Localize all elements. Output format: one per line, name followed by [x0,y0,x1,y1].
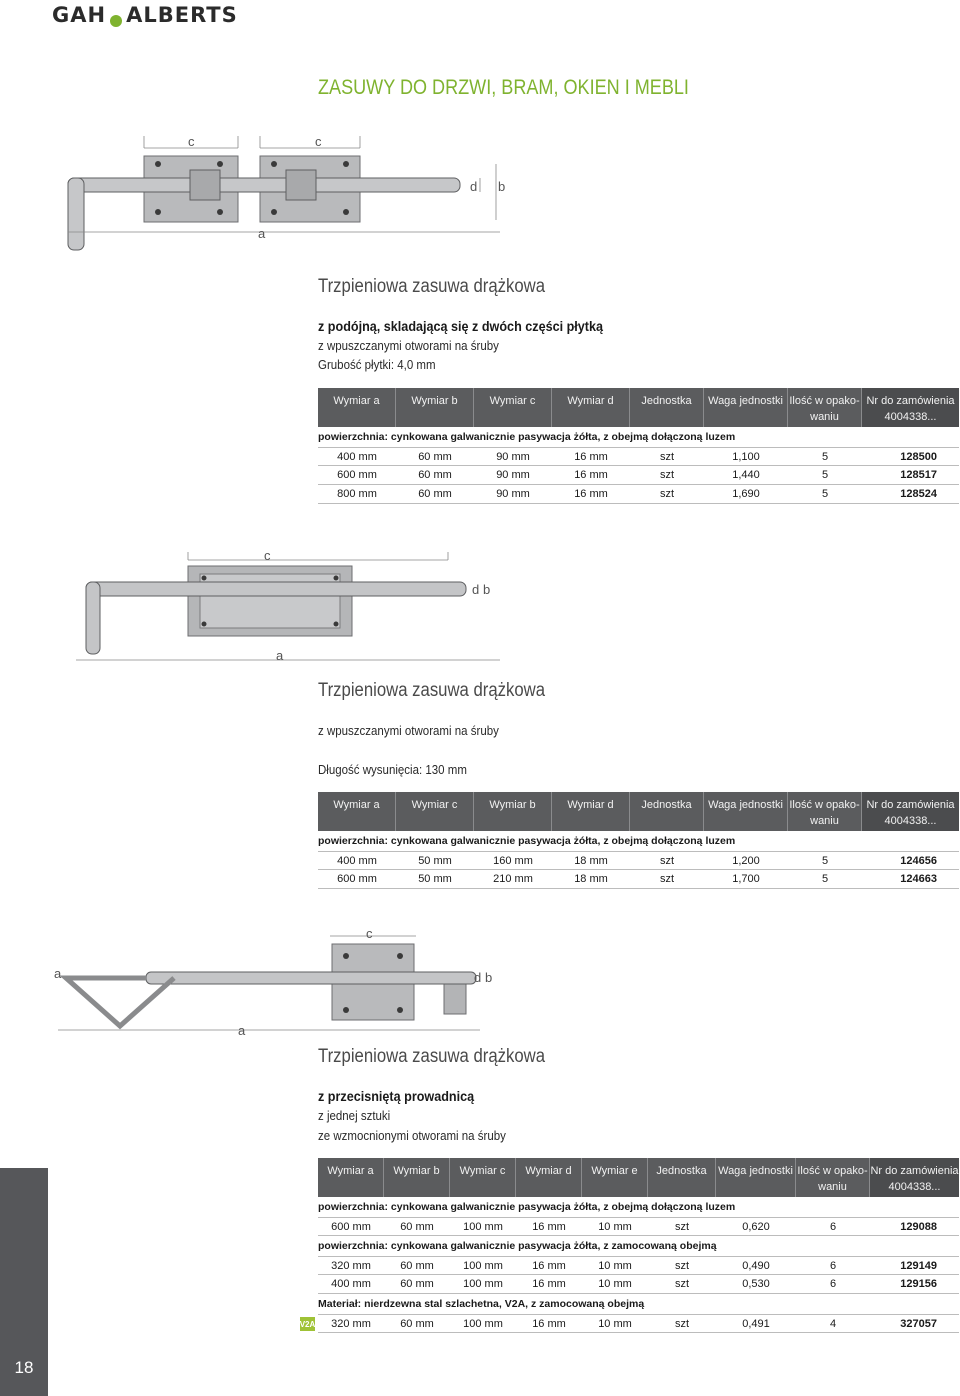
table-cell: 16 mm [574,450,608,463]
table-row [318,447,959,466]
table-cell: 400 mm [337,450,377,463]
column-header: Wymiar d [516,1158,582,1197]
product-photo-3 [50,926,502,1038]
table-cell: 327057 [900,1317,937,1330]
table-cell: szt [659,854,675,867]
table-cell: 60 mm [400,1278,434,1290]
page-title: ZASUWY DO DRZWI, BRAM, OKIEN I MEBLI [318,76,689,99]
table-cell: szt [674,1259,690,1272]
table-cell: 16 mm [574,488,608,500]
table-cell: 16 mm [574,469,608,481]
table-cell: 5 [821,488,829,500]
dim-label-b2: b [483,582,491,597]
table-cell: 0,620 [742,1220,770,1233]
page-number: 18 [14,1358,34,1377]
product-subtitle-3: z przecisniętą prowadnicą [318,1088,475,1104]
brand-logo [52,2,238,28]
table-cell: 0,530 [742,1278,770,1290]
table-cell: 124663 [900,873,937,885]
table-cell: 18 mm [574,854,608,867]
table-cell: szt [659,469,675,481]
table-cell: 16 mm [532,1220,566,1233]
surface-note: powierzchnia: cynkowana galwanicznie pasywacja żółta, z obejmą dołączoną luzem [318,431,736,443]
product-title-1: Trzpieniowa zasuwa drążkowa [318,276,546,297]
column-header: Ilość w opako- waniu [796,1158,870,1197]
column-header: Wymiar d [552,792,630,831]
table-cell: szt [659,873,675,885]
column-header: Wymiar c [474,388,552,427]
table-cell: szt [674,1317,690,1330]
column-header: Jednostka [630,388,704,427]
dim-label-a1: a [258,226,266,241]
table-cell: 100 mm [463,1220,503,1233]
dim-label-d1: d [470,179,478,194]
table-row [318,466,959,485]
logo-text-right: ALBERTS [126,3,238,27]
table-row [318,1217,959,1236]
table-cell: 600 mm [331,1220,371,1233]
column-header: Wymiar a [318,1158,384,1197]
table-cell: 160 mm [493,854,533,867]
table-cell: 5 [821,873,829,885]
table-cell: 90 mm [496,469,530,481]
table-cell: 100 mm [463,1317,503,1330]
column-header: Wymiar d [552,388,630,427]
table-cell: szt [674,1220,690,1233]
table-cell: 4 [829,1317,837,1330]
table-cell: 5 [821,469,829,481]
column-header: Jednostka [648,1158,716,1197]
table-cell: 100 mm [463,1278,503,1290]
dim-label-b3: b [485,970,493,985]
column-header: Waga jednostki [704,388,788,427]
product-photo-2 [76,548,500,664]
surface-note: Materiał: nierdzewna stal szlachetna, V2A, z zamocowaną obejmą [318,1298,645,1310]
table-cell: 128524 [900,488,937,500]
product-title-2: Trzpieniowa zasuwa drążkowa [318,680,546,701]
table-cell: 600 mm [337,873,377,885]
table-row [318,870,959,889]
dim-label-b1: b [498,179,506,194]
table-cell: 16 mm [532,1278,566,1290]
table-cell: 210 mm [493,873,533,885]
table-cell: 6 [829,1220,837,1233]
dim-label-a3: a [238,1023,246,1038]
column-header: Wymiar a [318,792,396,831]
table-cell: 320 mm [331,1317,371,1330]
table-cell: 400 mm [337,854,377,867]
side-tab [0,1168,48,1396]
product-1-line-2: Grubość płytki: 4,0 mm [318,358,436,372]
column-header: Wymiar b [396,388,474,427]
dim-label-a3-left: a [54,966,62,981]
table-cell: 128517 [900,469,937,481]
v2a-badge: V2A [300,1317,315,1331]
table-cell: 50 mm [418,873,452,885]
table-row [318,1314,959,1333]
table-cell: 1,700 [732,873,760,885]
table-cell: 129156 [900,1278,937,1290]
column-header: Ilość w opako- waniu [788,388,862,427]
table-cell: szt [674,1278,690,1290]
table-row [318,851,959,870]
dim-label-a2: a [276,648,284,663]
product-3-line-1: z jednej sztuki [318,1109,391,1123]
table-cell: 800 mm [337,488,377,500]
table-cell: 1,690 [732,488,760,500]
product-table-2 [318,792,959,889]
table-cell: 60 mm [400,1259,434,1272]
table-cell: 1,100 [732,450,760,463]
table-cell: 129149 [900,1259,937,1272]
table-row [318,1256,959,1275]
column-header: Waga jednostki [704,792,788,831]
dim-label-c3: c [264,548,271,563]
table-cell: 10 mm [598,1317,632,1330]
column-header: Nr do zamówienia 4004338... [870,1158,959,1197]
table-header-row [318,1158,959,1197]
table-cell: 6 [829,1259,837,1272]
table-cell: 16 mm [532,1317,566,1330]
dim-label-d3: d [474,970,482,985]
table-row [318,1275,959,1294]
logo-dot [110,15,122,27]
dim-label-c1: c [188,134,195,149]
surface-note: powierzchnia: cynkowana galwanicznie pasywacja żółta, z obejmą dołączoną luzem [318,835,736,847]
column-header: Wymiar e [582,1158,648,1197]
table-cell: 400 mm [331,1278,371,1290]
product-title-3: Trzpieniowa zasuwa drążkowa [318,1046,546,1067]
table-cell: 60 mm [418,488,452,500]
table-cell: 0,490 [742,1259,770,1272]
table-cell: 10 mm [598,1220,632,1233]
table-cell: 90 mm [496,450,530,463]
table-cell: 5 [821,450,829,463]
product-3-line-2: ze wzmocnionymi otworami na śruby [318,1129,506,1143]
table-cell: 0,491 [742,1317,770,1330]
table-cell: 90 mm [496,488,530,500]
dim-label-c4: c [366,926,373,941]
product-2-line-1: z wpuszczanymi otworami na śruby [318,724,499,738]
table-cell: 16 mm [532,1259,566,1272]
product-1-line-1: z wpuszczanymi otworami na śruby [318,339,499,353]
column-header: Waga jednostki [716,1158,796,1197]
column-header: Wymiar c [450,1158,516,1197]
table-cell: 60 mm [400,1317,434,1330]
surface-note: powierzchnia: cynkowana galwanicznie pasywacja żółta, z obejmą dołączoną luzem [318,1201,736,1213]
dim-label-c2: c [315,134,322,149]
column-header: Nr do zamówienia 4004338... [862,388,959,427]
product-photo-1 [60,134,520,258]
table-cell: 50 mm [418,854,452,867]
table-cell: 60 mm [418,469,452,481]
table-cell: 18 mm [574,873,608,885]
table-cell: 10 mm [598,1259,632,1272]
column-header: Jednostka [630,792,704,831]
table-cell: 60 mm [400,1220,434,1233]
table-cell: 60 mm [418,450,452,463]
column-header: Wymiar b [474,792,552,831]
table-cell: 320 mm [331,1259,371,1272]
column-header: Nr do zamówienia 4004338... [862,792,959,831]
column-header: Ilość w opako- waniu [788,792,862,831]
table-cell: 10 mm [598,1278,632,1290]
logo-text-left: GAH [52,3,107,27]
table-cell: 129088 [900,1220,937,1233]
table-header-row [318,388,959,427]
table-cell: 1,440 [732,469,760,481]
surface-note: powierzchnia: cynkowana galwanicznie pasywacja żółta, z zamocowaną obejmą [318,1240,717,1252]
product-table-1 [318,388,959,504]
table-cell: szt [659,450,675,463]
column-header: Wymiar b [384,1158,450,1197]
table-row [318,485,959,504]
table-cell: 5 [821,854,829,867]
table-cell: 128500 [900,450,937,463]
table-cell: 124656 [900,854,937,867]
product-2-line-2: Długość wysunięcia: 130 mm [318,763,467,777]
product-table-3 [318,1158,959,1333]
column-header: Wymiar c [396,792,474,831]
column-header: Wymiar a [318,388,396,427]
dim-label-d2: d [472,582,480,597]
table-cell: 100 mm [463,1259,503,1272]
table-cell: 6 [829,1278,837,1290]
product-subtitle-1: z podójną, skladającą się z dwóch części płytką [318,318,604,334]
table-cell: szt [659,488,675,500]
table-cell: 600 mm [337,469,377,481]
table-header-row [318,792,959,831]
table-cell: 1,200 [732,854,760,867]
